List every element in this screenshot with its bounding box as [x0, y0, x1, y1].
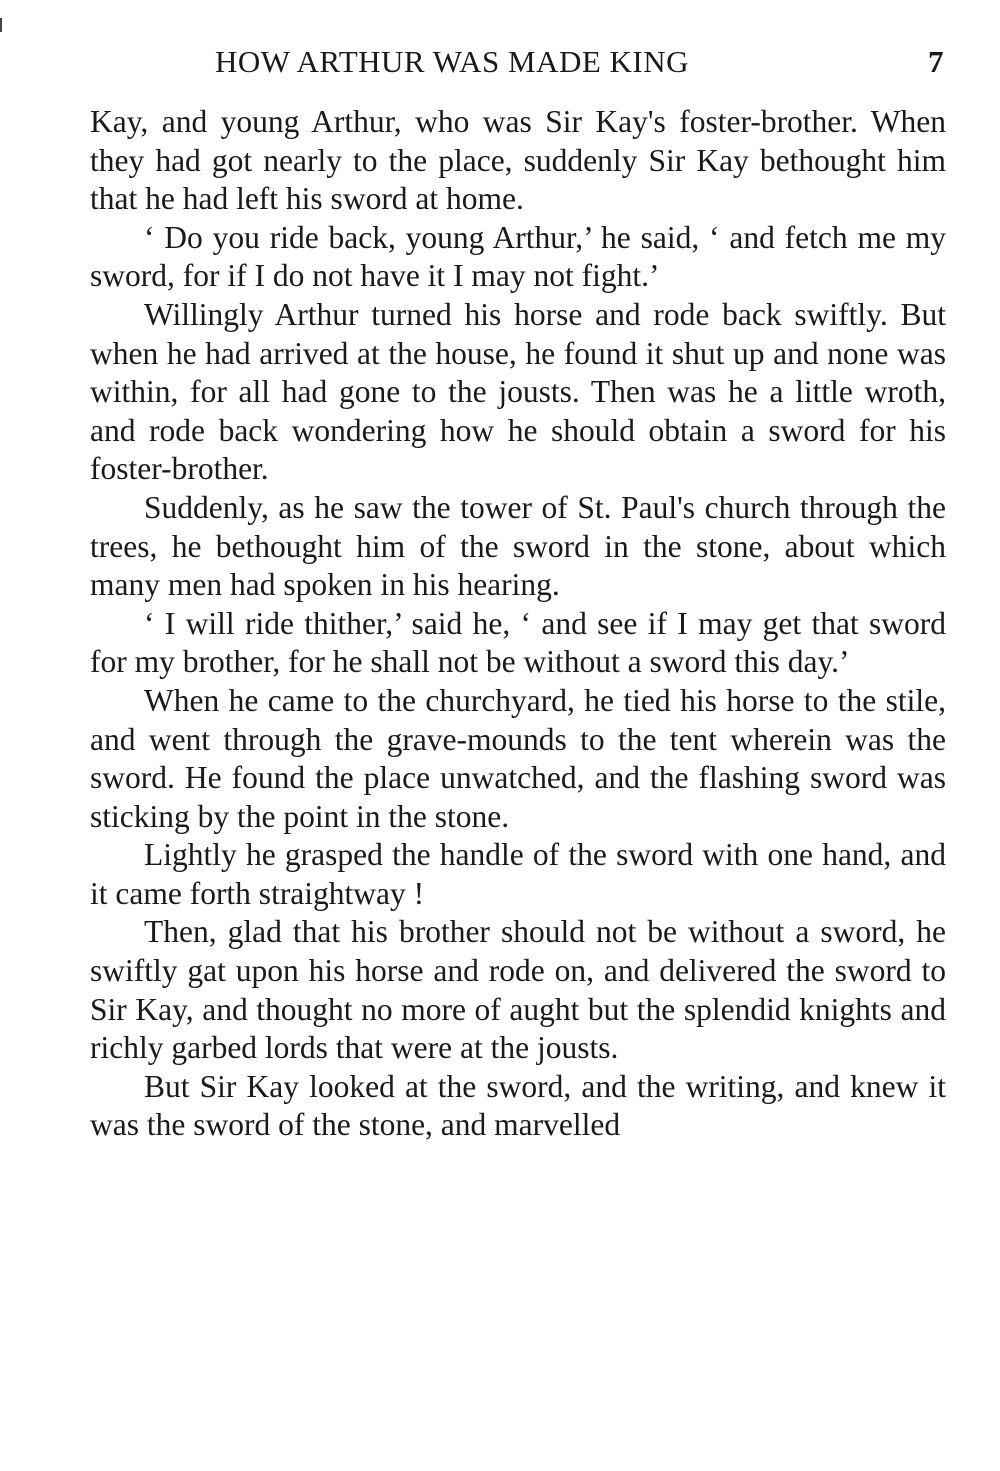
running-head: [90, 44, 950, 84]
paragraph: Suddenly, as he saw the tower of St. Paul's church through the trees, he bethought him of the sword in the stone, about which many men had spoken in his hearing.: [90, 489, 946, 603]
paragraph: Lightly he grasped the handle of the sword with one hand, and it came forth straightway !: [90, 837, 946, 911]
paragraph: Then, glad that his brother should not be without a sword, he swiftly gat upon his horse and rode on, and delivered the sword to Sir Kay, and thought no more of aught but the splendid knights and richly garbed lords that were at the jousts.: [90, 914, 946, 1066]
paragraph: When he came to the churchyard, he tied his horse to the stile, and went through the grave-mounds to the tent wherein was the sword. He found the place unwatched, and the flashing sword was sticking by the point in the stone.: [90, 682, 946, 834]
scan-edge-mark: [0, 18, 2, 32]
paragraph-continued: Kay, and young Arthur, who was Sir Kay's foster-brother. When they had got nearly to the place, suddenly Sir Kay bethought him that he had left his sword at home.: [90, 104, 946, 217]
running-title: HOW ARTHUR WAS MADE KING: [215, 44, 690, 79]
page-number: 7: [928, 44, 944, 79]
paragraph: ‘ I will ride thither,’ said he, ‘ and see if I may get that sword for my brother, for he shall not be without a sword this day.’: [90, 605, 946, 680]
body-text: [90, 103, 946, 1145]
paragraph: But Sir Kay looked at the sword, and the writing, and knew it was the sword of the stone, and marvelled: [90, 1068, 946, 1143]
paragraph: ‘ Do you ride back, young Arthur,’ he said, ‘ and fetch me my sword, for if I do not have it I may not fight.’: [90, 219, 946, 294]
paragraph: Willingly Arthur turned his horse and rode back swiftly. But when he had arrived at the house, he found it shut up and none was within, for all had gone to the jousts. Then was he a little wroth, and rode back wondering how he should obtain a sword for his foster-brother.: [90, 296, 946, 487]
